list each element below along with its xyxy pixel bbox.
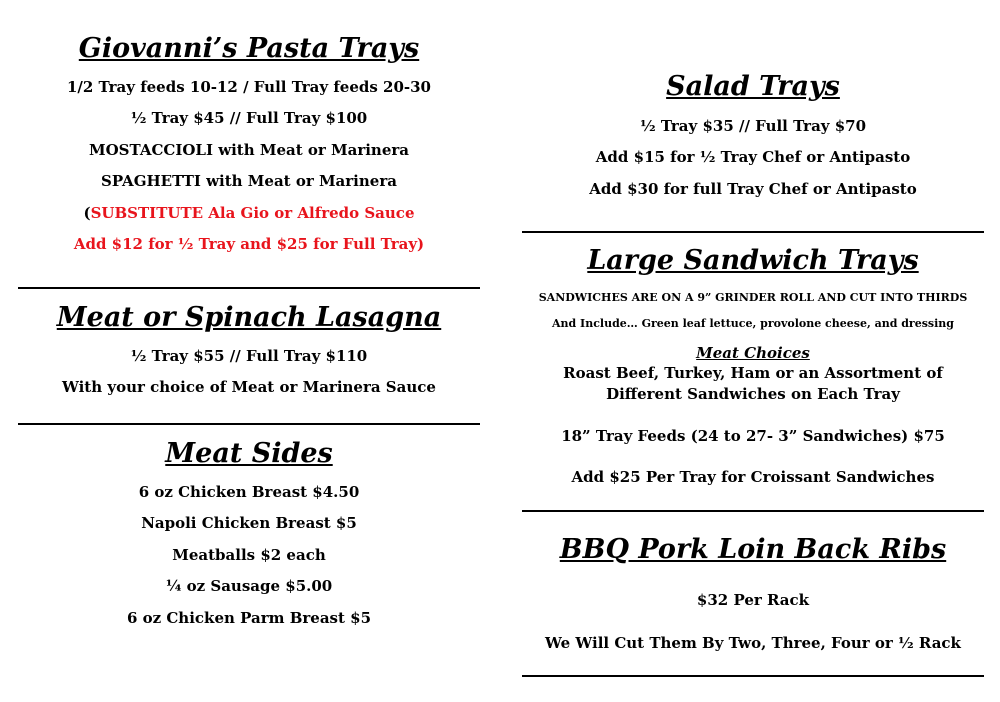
meat-side-item: Meatballs $2 each	[172, 546, 326, 564]
meat-side-item: 6 oz Chicken Parm Breast $5	[126, 609, 372, 627]
lasagna-price-line: ½ Tray $55 // Full Tray $110	[130, 347, 368, 365]
pasta-trays-title: Giovanni’s Pasta Trays	[78, 33, 420, 64]
meat-choices-line: Different Sandwiches on Each Tray	[606, 385, 900, 403]
divider	[522, 231, 984, 233]
lasagna-title: Meat or Spinach Lasagna	[56, 302, 442, 333]
salad-full-addon-line: Add $30 for full Tray Chef or Antipasto	[589, 180, 917, 198]
salad-price-line: ½ Tray $35 // Full Tray $70	[639, 117, 867, 135]
divider	[522, 675, 984, 677]
pasta-price-line: ½ Tray $45 // Full Tray $100	[130, 109, 368, 127]
croissant-addon-line: Add $25 Per Tray for Croissant Sandwiches	[571, 468, 935, 486]
substitute-sauce-text: SUBSTITUTE Ala Gio or Alfredo Sauce	[90, 204, 415, 222]
salad-half-addon-line: Add $15 for ½ Tray Chef or Antipasto	[595, 148, 911, 166]
divider	[522, 510, 984, 512]
substitute-price-line: Add $12 for ½ Tray and $25 for Full Tray)	[73, 235, 425, 253]
sandwich-include-note: And Include… Green leaf lettuce, provolone cheese, and dressing	[552, 317, 954, 330]
meat-choices-line: Roast Beef, Turkey, Ham or an Assortment of	[563, 364, 943, 382]
substitute-line	[18, 203, 480, 223]
meat-side-item: 6 oz Chicken Breast $4.50	[138, 483, 360, 501]
spaghetti-line: SPAGHETTI with Meat or Marinera	[101, 172, 397, 190]
mostaccioli-line: MOSTACCIOLI with Meat or Marinera	[88, 141, 410, 159]
sandwich-roll-note: SANDWICHES ARE ON A 9” GRINDER ROLL AND CUT INTO THIRDS	[538, 291, 968, 304]
meat-side-item: ¼ oz Sausage $5.00	[165, 577, 333, 595]
sandwich-feeds-line: 18” Tray Feeds (24 to 27- 3” Sandwiches) $75	[561, 427, 945, 445]
divider	[18, 287, 480, 289]
substitute-paren: (	[83, 204, 91, 222]
ribs-price-line: $32 Per Rack	[696, 591, 810, 609]
lasagna-sauce-line: With your choice of Meat or Marinera Sauce	[62, 378, 436, 396]
meat-sides-title: Meat Sides	[165, 438, 333, 469]
meat-side-item: Napoli Chicken Breast $5	[141, 514, 357, 532]
ribs-title: BBQ Pork Loin Back Ribs	[559, 534, 947, 565]
ribs-cut-line: We Will Cut Them By Two, Three, Four or ½ Rack	[545, 634, 961, 652]
salad-trays-title: Salad Trays	[666, 71, 840, 102]
pasta-feeds-line: 1/2 Tray feeds 10-12 / Full Tray feeds 20-30	[66, 78, 431, 96]
divider	[18, 423, 480, 425]
meat-choices-heading: Meat Choices	[696, 344, 810, 362]
sandwich-trays-title: Large Sandwich Trays	[587, 245, 919, 276]
